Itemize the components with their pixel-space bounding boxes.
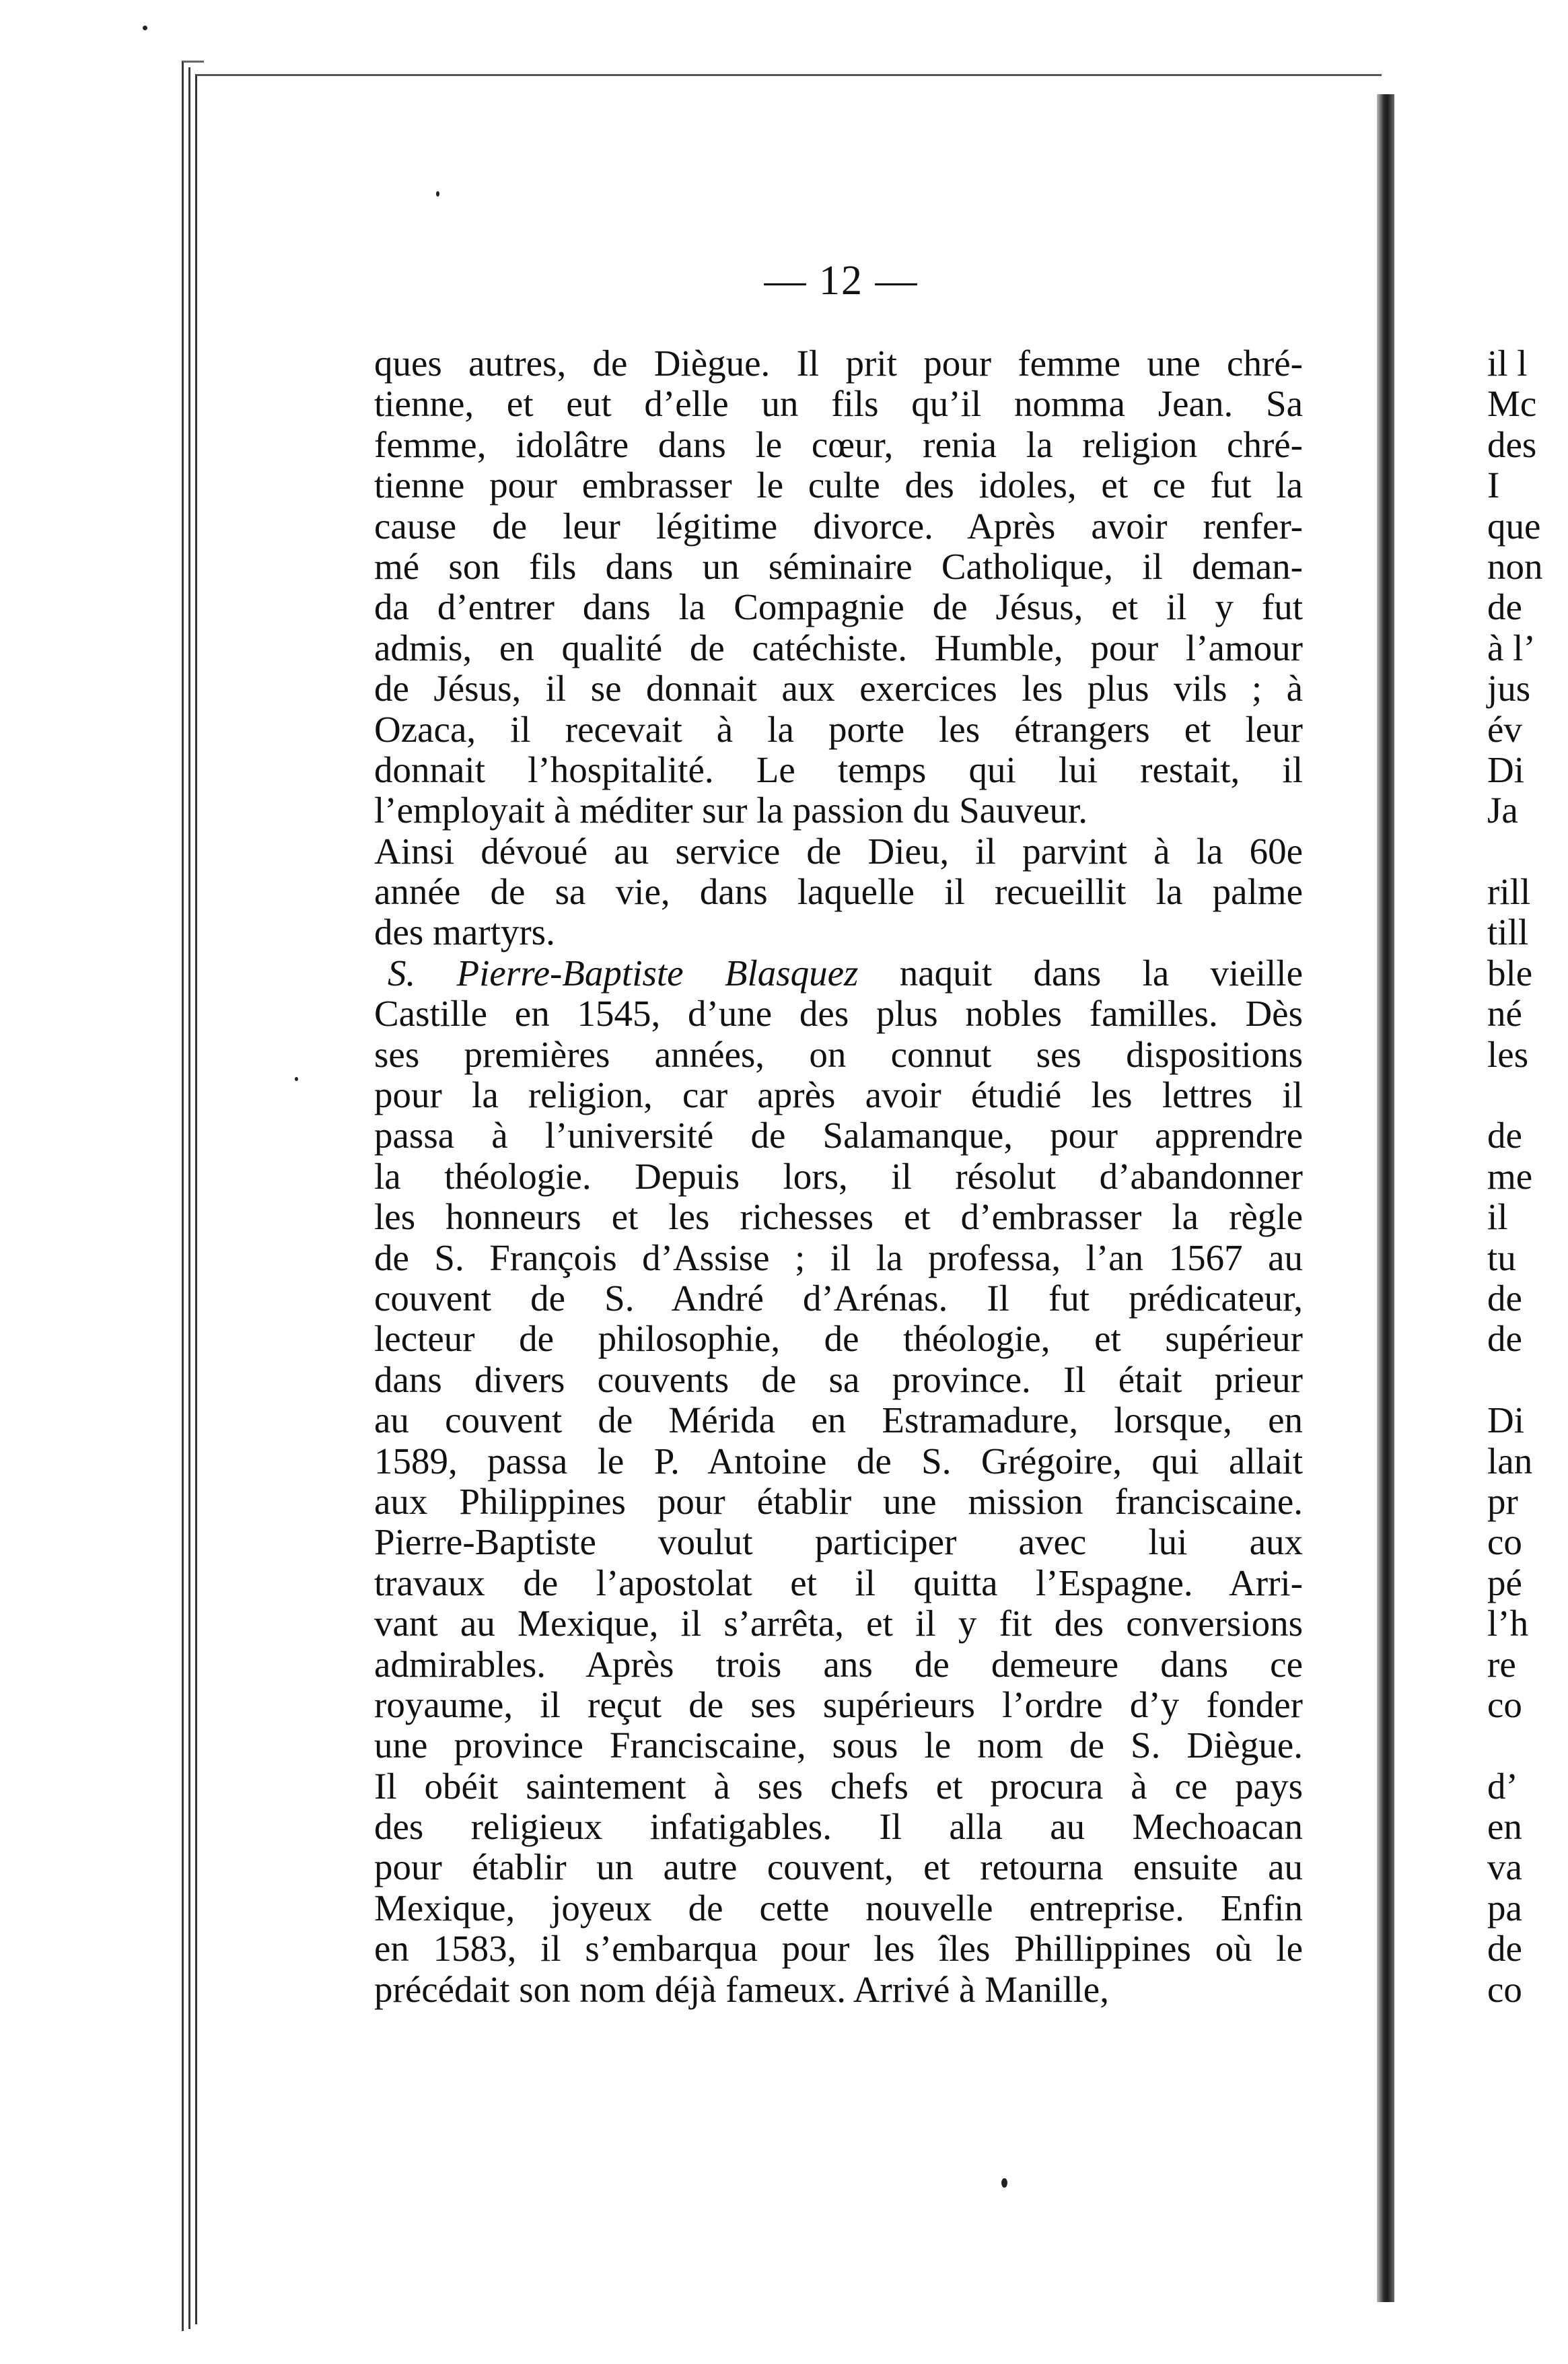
text-line-content: Castille en 1545, d’une des plus nobles familles. Dès: [374, 993, 1303, 1035]
text-line: [374, 628, 1303, 668]
text-line-content: passa à l’université de Salamanque, pour apprendre: [374, 1115, 1303, 1156]
facing-page-fragment: en: [1487, 1806, 1522, 1848]
text-line-content: dans divers couvents de sa province. Il était prieur: [374, 1358, 1303, 1400]
facing-page-fragment: il l: [1487, 343, 1528, 384]
text-line-content: pour établir un autre couvent, et retourna ensuite au: [374, 1846, 1303, 1888]
facing-page-fragment: pé: [1487, 1562, 1522, 1603]
text-line: [374, 425, 1303, 465]
text-line: [374, 1522, 1303, 1562]
text-line-content: des martyrs.: [374, 911, 555, 953]
text-line: [374, 831, 1303, 872]
facing-page-fragment: pa: [1487, 1887, 1522, 1928]
facing-page-fragment: [1487, 1360, 1568, 1400]
facing-page-fragment: de: [1487, 1277, 1522, 1319]
facing-page-fragment: des: [1487, 423, 1537, 465]
facing-page-fragment: les: [1487, 1033, 1529, 1075]
text-line: [374, 872, 1303, 912]
text-line-content: Mexique, joyeux de cette nouvelle entreprise. Enfin: [374, 1887, 1303, 1928]
text-line-content: année de sa vie, dans laquelle il recueillit la palme: [374, 871, 1303, 913]
text-line-content: au couvent de Mérida en Estramadure, lorsque, en: [374, 1399, 1303, 1441]
facing-page-fragment: de: [1487, 1115, 1522, 1156]
scan-speck: [436, 191, 439, 197]
facing-page-text: [1487, 343, 1568, 2010]
text-line: [374, 1035, 1303, 1075]
facing-page-fragment: de: [1487, 1318, 1522, 1360]
facing-page-fragment: Mc: [1487, 383, 1537, 425]
page-number-header: [0, 257, 1534, 305]
text-line: [374, 1319, 1303, 1359]
facing-page-fragment: tu: [1487, 1237, 1516, 1278]
text-line-content: vant au Mexique, il s’arrêta, et il y fit des conversions: [374, 1603, 1303, 1644]
facing-page-fragment: rill: [1487, 871, 1531, 913]
text-line: [374, 668, 1303, 709]
text-line-content: pour la religion, car après avoir étudié les lettres il: [374, 1074, 1303, 1116]
text-line: [374, 587, 1303, 627]
text-line: [374, 343, 1303, 384]
text-line-content: royaume, il reçut de ses supérieurs l’ordre d’y fonder: [374, 1683, 1303, 1725]
text-line: [374, 547, 1303, 587]
text-line-content: tienne, et eut d’elle un fils qu’il nomma Jean. Sa: [374, 383, 1303, 425]
text-line: [374, 1563, 1303, 1603]
body-text: [374, 343, 1303, 2010]
text-line-content: l’employait à méditer sur la passion du Sauveur.: [374, 790, 1088, 831]
text-line: [374, 1441, 1303, 1482]
facing-page-fragment: Di: [1487, 749, 1524, 790]
facing-page-fragment: de: [1487, 1928, 1522, 1970]
text-line: [374, 1603, 1303, 1644]
text-line-content: couvent de S. André d’Arénas. Il fut prédicateur,: [374, 1277, 1303, 1319]
text-line-content: admirables. Après trois ans de demeure dans ce: [374, 1643, 1303, 1685]
text-line-content: tienne pour embrasser le culte des idoles, et ce fut la: [374, 464, 1303, 506]
facing-page-fragment: né: [1487, 993, 1522, 1035]
facing-page-fragment: co: [1487, 1521, 1522, 1563]
text-line: [374, 790, 1303, 831]
text-line-content: précédait son nom déjà fameux. Arrivé à Manille,: [374, 1968, 1109, 2010]
text-line: [374, 384, 1303, 424]
text-line: [374, 1115, 1303, 1156]
facing-page-fragment: Ja: [1487, 790, 1518, 831]
text-line: [374, 1278, 1303, 1319]
text-line: [374, 750, 1303, 790]
text-line-content: da d’entrer dans la Compagnie de Jésus, et il y fut: [374, 586, 1303, 628]
facing-page-fragment: év: [1487, 708, 1522, 750]
facing-page-fragment: co: [1487, 1968, 1522, 2010]
text-line: [374, 1156, 1303, 1197]
facing-page-fragment: d’: [1487, 1765, 1518, 1807]
text-line: [374, 465, 1303, 506]
text-line: [374, 1197, 1303, 1237]
facing-page-fragment: que: [1487, 505, 1541, 547]
facing-page-fragment: à l’: [1487, 627, 1536, 668]
facing-page-fragment: jus: [1487, 668, 1531, 709]
facing-page-fragment: va: [1487, 1846, 1522, 1888]
saint-name: S. Pierre-Baptiste Blasquez: [388, 952, 859, 994]
facing-page-fragment: il: [1487, 1196, 1508, 1238]
text-line-content: naquit dans la vieille: [858, 952, 1303, 994]
book-gutter: [1377, 94, 1394, 2302]
text-line: [374, 1238, 1303, 1278]
text-line-content: de Jésus, il se donnait aux exercices les plus vils ; à: [374, 668, 1303, 709]
text-line-content: en 1583, il s’embarqua pour les îles Phillippines où le: [374, 1928, 1303, 1970]
text-line-content: Ozaca, il recevait à la porte les étrangers et leur: [374, 708, 1303, 750]
text-line-content: donnait l’hospitalité. Le temps qui lui restait, il: [374, 749, 1303, 790]
facing-page-fragment: till: [1487, 911, 1529, 953]
text-line-content: femme, idolâtre dans le cœur, renia la religion chré-: [374, 423, 1303, 465]
text-line: [374, 1807, 1303, 1847]
text-line: [374, 1075, 1303, 1115]
text-line: [374, 1847, 1303, 1887]
facing-page-fragment: l’h: [1487, 1603, 1529, 1644]
text-line: [374, 1928, 1303, 1969]
text-line-content: une province Franciscaine, sous le nom de S. Diègue.: [374, 1725, 1303, 1766]
facing-page-fragment: me: [1487, 1155, 1533, 1197]
facing-page-fragment: ble: [1487, 952, 1533, 994]
scan-speck: [143, 26, 147, 30]
scan-speck: [295, 1077, 298, 1081]
text-line-content: Pierre-Baptiste voulut participer avec lui aux: [374, 1521, 1303, 1563]
text-line-content: travaux de l’apostolat et il quitta l’Espagne. Arri-: [374, 1562, 1303, 1603]
text-line: [374, 1970, 1303, 2010]
scan-speck: [1001, 2178, 1007, 2188]
facing-page-fragment: re: [1487, 1643, 1516, 1685]
text-line: [374, 953, 1303, 994]
text-line-content: 1589, passa le P. Antoine de S. Grégoire, qui allait: [374, 1440, 1303, 1482]
facing-page-fragment: lan: [1487, 1440, 1533, 1482]
facing-page-fragment: pr: [1487, 1480, 1518, 1522]
facing-page-fragment: co: [1487, 1683, 1522, 1725]
facing-page-fragment: I: [1487, 464, 1500, 506]
text-line: [374, 912, 1303, 952]
facing-page-fragment: Di: [1487, 1399, 1524, 1441]
text-line-content: lecteur de philosophie, de théologie, et supérieur: [374, 1318, 1303, 1360]
text-line-content: des religieux infatigables. Il alla au Mechoacan: [374, 1806, 1303, 1848]
text-line-content: admis, en qualité de catéchiste. Humble, pour l’amour: [374, 627, 1303, 668]
text-line-content: les honneurs et les richesses et d’embrasser la règle: [374, 1196, 1303, 1238]
text-line: [374, 1725, 1303, 1766]
text-line: [374, 994, 1303, 1034]
facing-page: [1394, 101, 1543, 2322]
text-line-content: cause de leur légitime divorce. Après avoir renfer-: [374, 505, 1303, 547]
facing-page-fragment: [1487, 1725, 1568, 1766]
text-line-content: Il obéit saintement à ses chefs et procura à ce pays: [374, 1765, 1303, 1807]
facing-page-fragment: [1487, 831, 1568, 872]
facing-page-fragment: de: [1487, 586, 1522, 628]
text-line-content: de S. François d’Assise ; il la professa, l’an 1567 au: [374, 1237, 1303, 1278]
text-line-content: la théologie. Depuis lors, il résolut d’abandonner: [374, 1155, 1303, 1197]
page-number: — 12 —: [764, 258, 919, 304]
facing-page-fragment: [1487, 1075, 1568, 1115]
text-line: [374, 1360, 1303, 1400]
facing-page-fragment: non: [1487, 545, 1543, 587]
text-line: [374, 1766, 1303, 1807]
text-line: [374, 1400, 1303, 1440]
text-line: [374, 1644, 1303, 1685]
text-line: [374, 1482, 1303, 1522]
text-line: [374, 709, 1303, 750]
text-line: [374, 506, 1303, 547]
text-line-content: aux Philippines pour établir une mission franciscaine.: [374, 1480, 1303, 1522]
text-line-content: ques autres, de Diègue. Il prit pour femme une chré-: [374, 343, 1303, 384]
text-line: [374, 1685, 1303, 1725]
text-line-content: ses premières années, on connut ses dispositions: [374, 1033, 1303, 1075]
text-line: [374, 1888, 1303, 1928]
text-line-content: Ainsi dévoué au service de Dieu, il parvint à la 60e: [374, 830, 1303, 872]
text-line-content: mé son fils dans un séminaire Catholique, il deman-: [374, 545, 1303, 587]
